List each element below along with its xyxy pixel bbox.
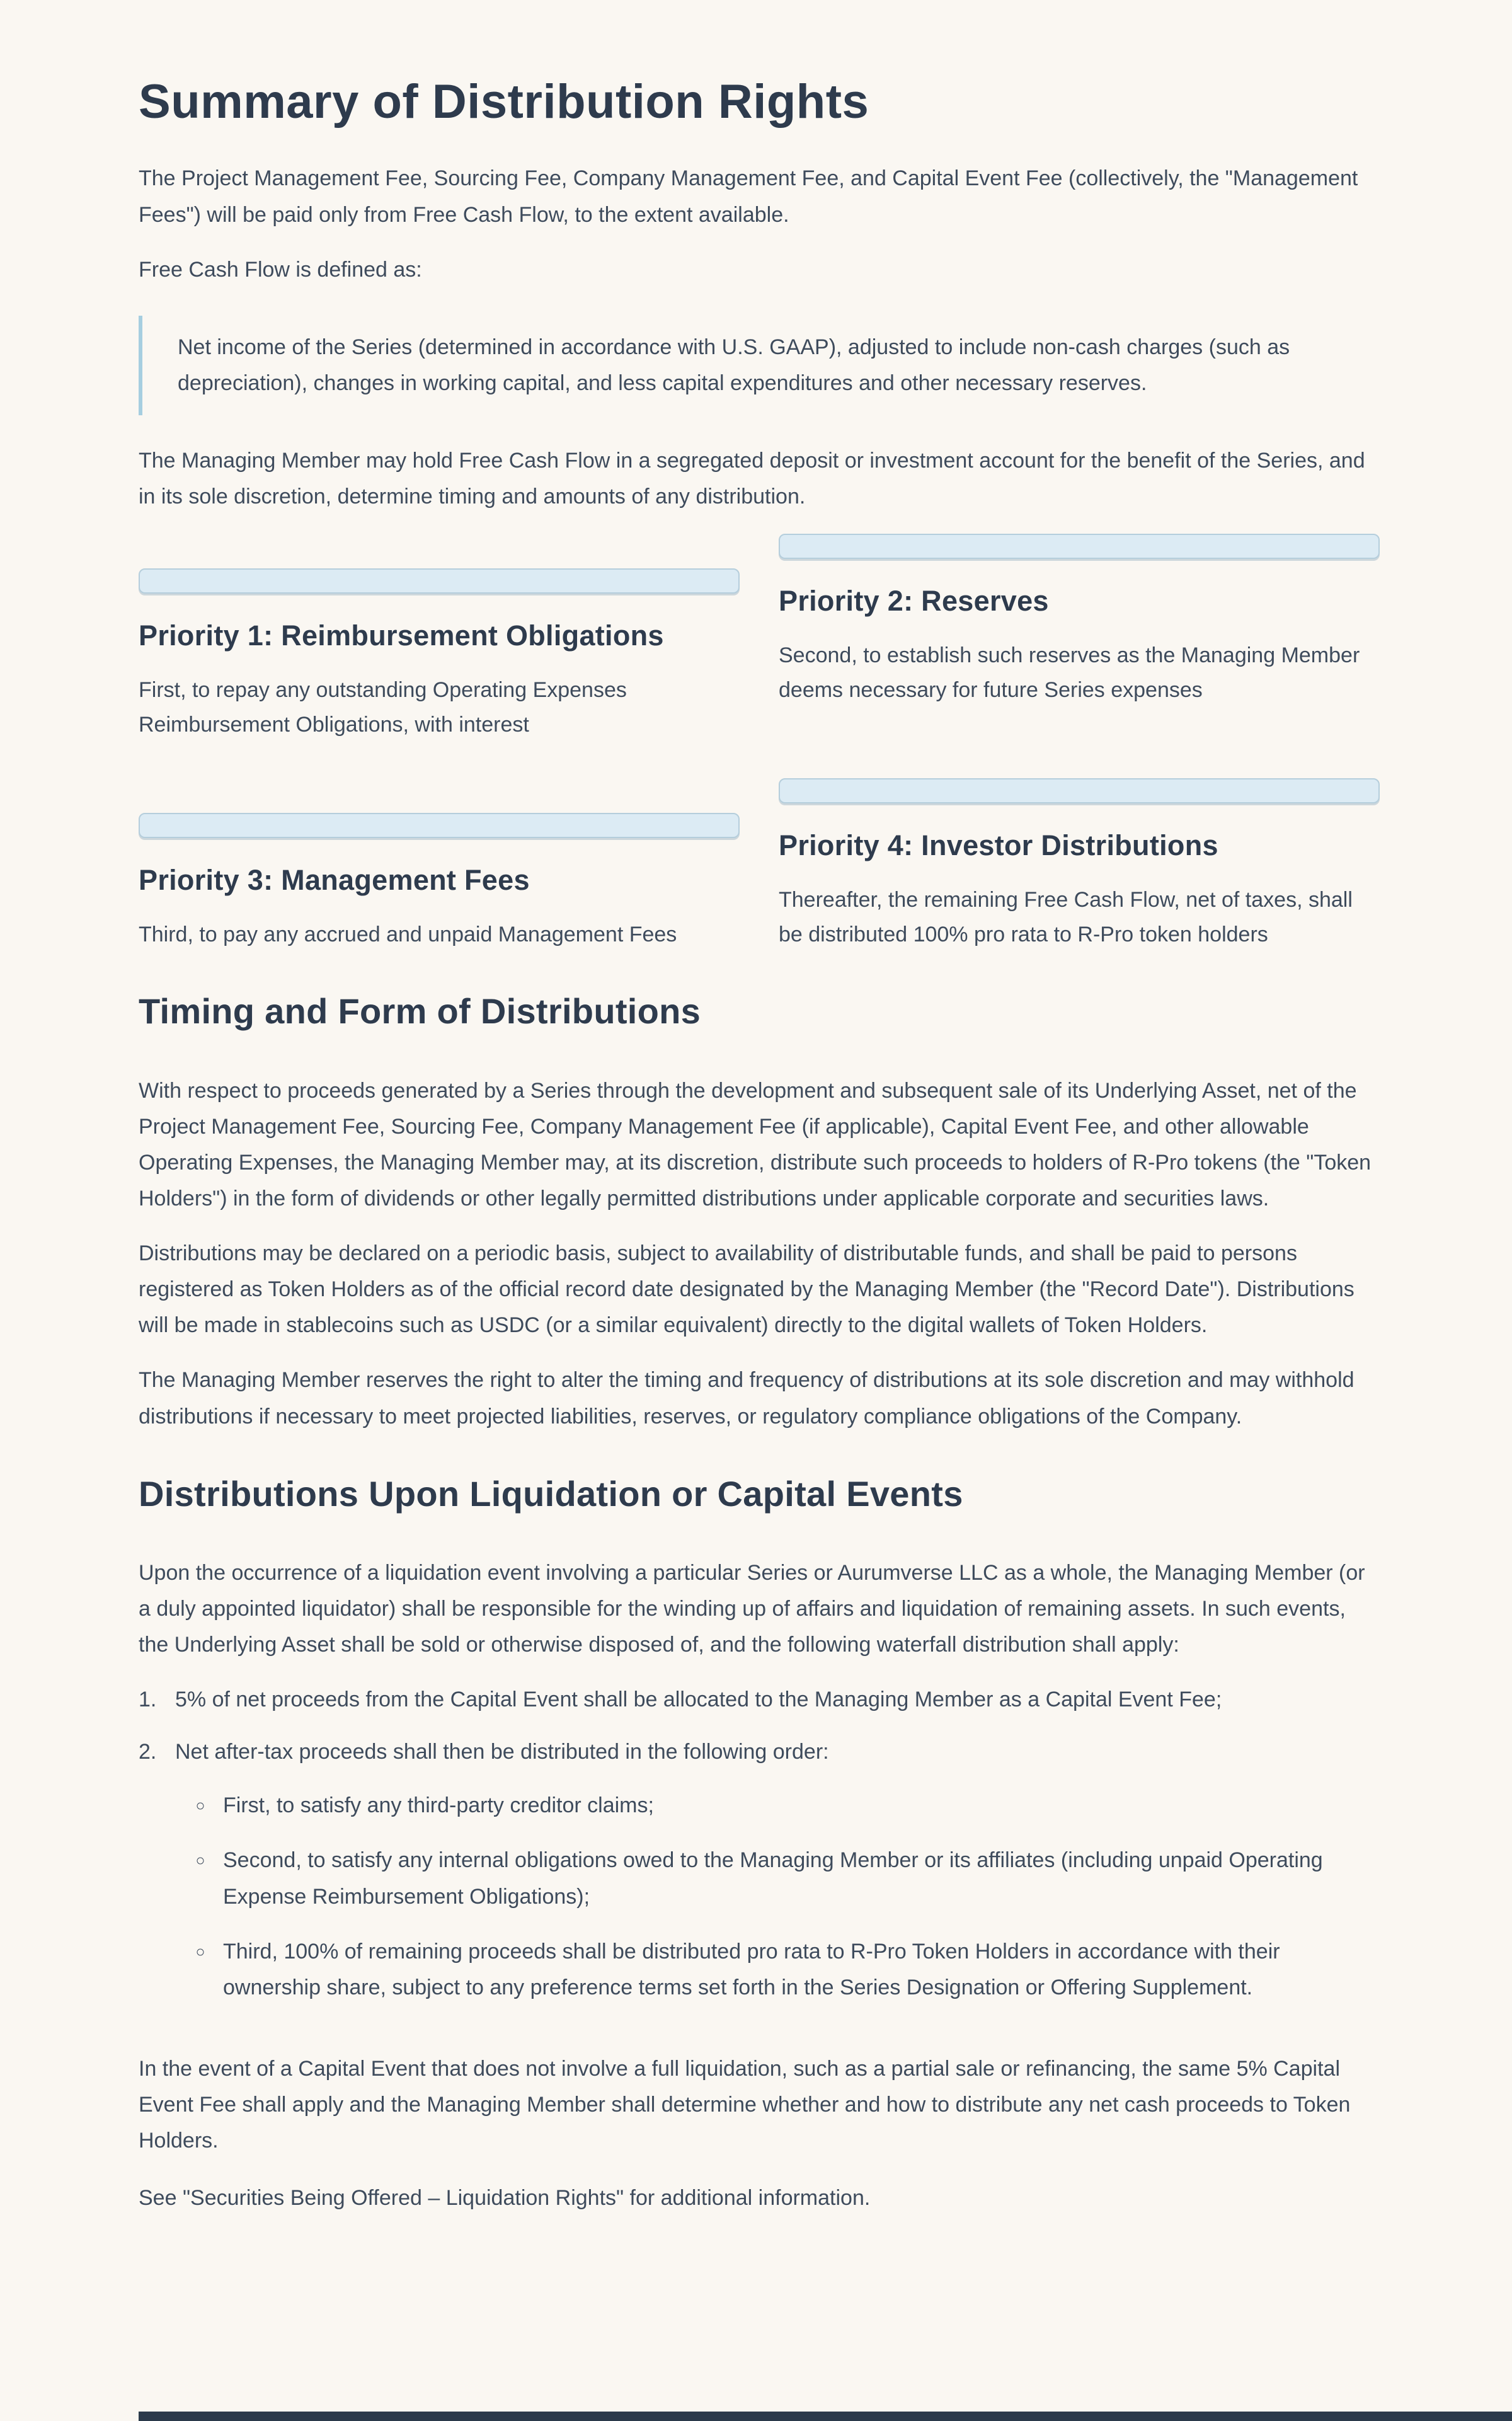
summary-paragraph-fcf-intro: Free Cash Flow is defined as: <box>139 257 422 282</box>
priority-card-body: Second, to establish such reserves as the Managing Member deems necessary for future Series expenses <box>779 643 1360 703</box>
list-item-text: 5% of net proceeds from the Capital Event shall be allocated to the Managing Member as a Capital Event Fee; <box>175 1688 1222 1712</box>
list-item-2-lead: Net after-tax proceeds shall then be distributed in the following order: <box>175 1740 829 1764</box>
priority-card-body: Third, to pay any accrued and unpaid Management Fees <box>139 923 677 947</box>
timing-paragraph-3: The Managing Member reserves the right to alter the timing and frequency of distributions at its sole discretion and may withhold distributions if necessary to meet projected liabilities, reserves, or regulatory compliance obligations of the Company. <box>139 1368 1354 1429</box>
card-header-bar <box>779 534 1380 559</box>
list-item-text <box>175 1734 1380 2025</box>
priority-card-2 <box>779 534 1380 708</box>
priority-card-1 <box>139 568 740 742</box>
sublist-item-third: ◦ Third, 100% of remaining proceeds shall be distributed pro rata to R-Pro Token Holders in accordance with their ownership share, subject to any preference terms set forth in the Series Designation or Offering Supplement. <box>214 1934 1380 2006</box>
next-section-cutoff-bar <box>139 2412 1512 2421</box>
timing-paragraph-2: Distributions may be declared on a periodic basis, subject to availability of distributable funds, and shall be paid to persons registered as Token Holders as of the official record date designated by the Managing Member (the "Record Date"). Distributions will be made in stablecoins such as USDC (or a similar equivalent) directly to the digital wallets of Token Holders. <box>139 1241 1354 1338</box>
priority-waterfall-grid <box>139 534 1380 952</box>
summary-paragraph-segregated-account: The Managing Member may hold Free Cash Flow in a segregated deposit or investment account for the benefit of the Series, and in its sole discretion, determine timing and amounts of any distribution. <box>139 448 1365 509</box>
list-item-number: 2. <box>139 1740 157 1764</box>
priority-card-body: First, to repay any outstanding Operating Expenses Reimbursement Obligations, with interest <box>139 678 627 737</box>
card-header-bar <box>139 813 740 838</box>
card-header-bar <box>139 568 740 594</box>
card-header-bar <box>779 778 1380 803</box>
sublist-item-second: ◦ Second, to satisfy any internal obligations owed to the Managing Member or its affiliates (including unpaid Operating Expense Reimbursement Obligations); <box>214 1843 1380 1914</box>
cross-reference-note: See "Securities Being Offered – Liquidation Rights" for additional information. <box>139 2186 871 2211</box>
priority-column-right <box>779 534 1380 952</box>
list-item-2 <box>139 1734 1380 2025</box>
timing-paragraph-1: With respect to proceeds generated by a Series through the development and subsequent sale of its Underlying Asset, net of the Project Management Fee, Sourcing Fee, Company Management Fee (if applicable), Capital Event Fee, and other allowable Operating Expenses, the Managing Member may, at its discretion, distribute such proceeds to holders of R-Pro tokens (the "Token Holders") in the form of dividends or other legally permitted distributions under applicable corporate and securities laws. <box>139 1078 1372 1210</box>
list-item-number: 1. <box>139 1688 157 1712</box>
blockquote-text: Net income of the Series (determined in accordance with U.S. GAAP), adjusted to include non-cash charges (such as depreciation), changes in working capital, and less capital expenditures and other necessary reserves. <box>178 335 1290 395</box>
priority-card-4 <box>779 778 1380 952</box>
priority-card-title: Priority 4: Investor Distributions <box>779 829 1218 862</box>
section-heading-timing: Timing and Form of Distributions <box>139 991 701 1032</box>
liquidation-paragraph-1: Upon the occurrence of a liquidation event involving a particular Series or Aurumverse LLC as a whole, the Managing Member (or a duly appointed liquidator) shall be responsible for the winding up of affairs and liquidation of remaining assets. In such events, the Underlying Asset shall be sold or otherwise disposed of, and the following waterfall distribution shall apply: <box>139 1560 1365 1657</box>
priority-column-left <box>139 534 740 952</box>
priority-card-title: Priority 3: Management Fees <box>139 864 530 897</box>
priority-card-title: Priority 2: Reserves <box>779 585 1049 618</box>
priority-card-title: Priority 1: Reimbursement Obligations <box>139 619 664 652</box>
sublist-item-first: ◦ First, to satisfy any third-party creditor claims; <box>214 1788 1380 1824</box>
priority-card-body: Thereafter, the remaining Free Cash Flow, net of taxes, shall be distributed 100% pro rata to R-Pro token holders <box>779 888 1353 947</box>
summary-paragraph-fees: The Project Management Fee, Sourcing Fee, Company Management Fee, and Capital Event Fee (collectively, the "Management Fees") will be paid only from Free Cash Flow, to the extent available. <box>139 166 1358 227</box>
page-title: Summary of Distribution Rights <box>139 75 869 129</box>
section-heading-liquidation: Distributions Upon Liquidation or Capital Events <box>139 1473 963 1514</box>
list-item-1 <box>139 1682 1380 1718</box>
waterfall-ordered-list <box>139 1682 1380 2025</box>
priority-card-3 <box>139 813 740 952</box>
free-cash-flow-definition-blockquote <box>139 316 1380 415</box>
liquidation-paragraph-2: In the event of a Capital Event that does not involve a full liquidation, such as a partial sale or refinancing, the same 5% Capital Event Fee shall apply and the Managing Member shall determine whether and how to distribute any net cash proceeds to Token Holders. <box>139 2056 1351 2153</box>
waterfall-sublist <box>175 1788 1380 2006</box>
